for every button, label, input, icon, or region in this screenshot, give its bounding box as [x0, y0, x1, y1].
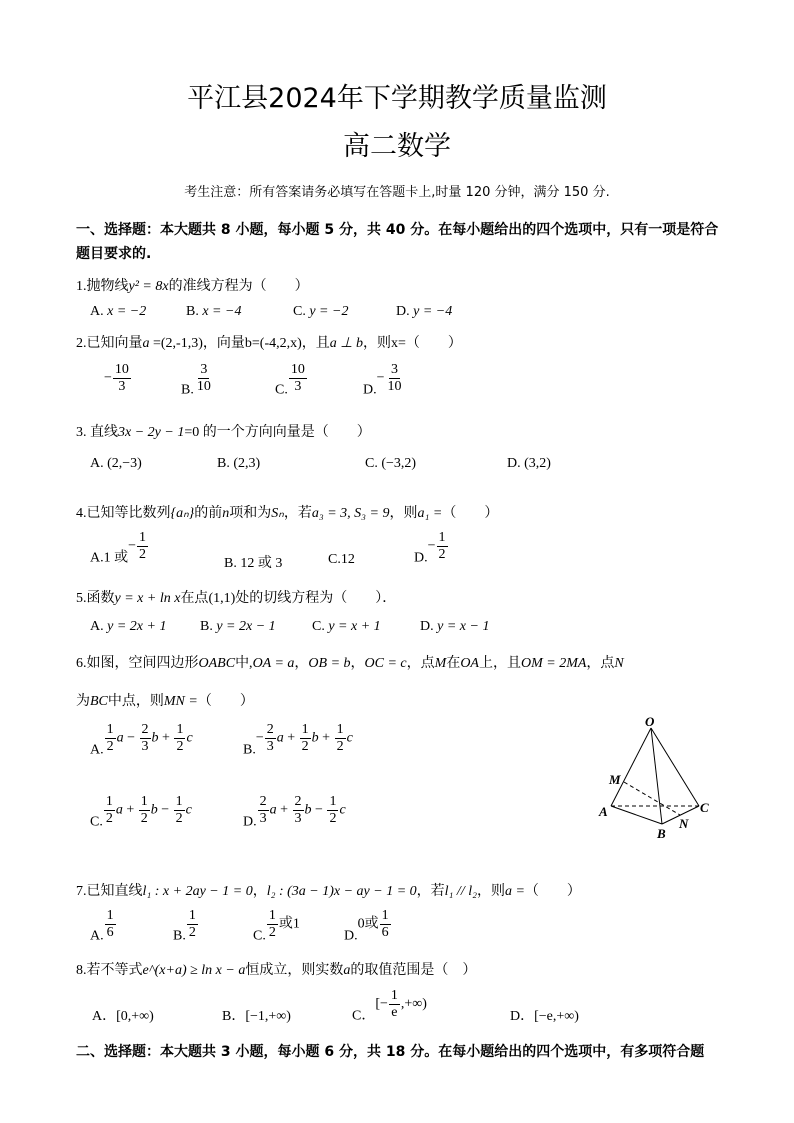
label-C: C — [700, 800, 709, 815]
question-1 — [76, 275, 309, 295]
question-4: 4.已知等比数列{aₙ}的前n项和为Sₙ，若a₃ = 3, S₃ = 9，则a₁ =（ ） — [76, 506, 499, 521]
q2-option-d: D.− $\frac{3}{10}$ — [363, 362, 402, 398]
q1-prefix: 1.抛物线 — [76, 279, 129, 294]
question-7: 7.已知直线l₁ : x + 2ay − 1 = 0，l₂ : (3a − 1)x − ay − 1 = 0，若l₁ // l₂，则a =（ ） — [76, 884, 581, 899]
segment-MN — [624, 782, 680, 815]
question-6-line1: 6.如图，空间四边形OABC中,OA = a，OB = b，OC = c，点M在OA上，且OM = 2MA，点N — [76, 656, 624, 671]
label-M: M — [609, 772, 621, 787]
q6-option-c: C. $\frac{1}{2}$ a + $\frac{1}{2}$ b − $\frac{1}{2}$ c — [90, 794, 192, 830]
q5-option-a: A. y = 2x + 1 — [90, 619, 167, 634]
q8-option-a: A．[0,+∞) — [92, 1009, 154, 1024]
q6-option-a: A. $\frac{1}{2}$ a − $\frac{2}{3}$ b + $\frac{1}{2}$ c — [90, 722, 193, 758]
exam-subtitle: 高二数学 — [343, 131, 451, 162]
q3-option-d: D. (3,2) — [507, 456, 551, 471]
q7-option-d: D.0或 $\frac{1}{6}$ — [344, 908, 389, 944]
q5-option-d: D. y = x − 1 — [420, 619, 490, 634]
question-2: 2.已知向量a =(2,-1,3)，向量b=(-4,2,x)，且a ⊥ b，则x=（ ） — [76, 336, 462, 351]
exam-title: 平江县2024年下学期教学质量监测 — [187, 83, 607, 114]
question-3: 3. 直线3x − 2y − 1=0 的一个方向向量是（ ） — [76, 425, 371, 440]
q6-option-b: B.− $\frac{2}{3}$ a + $\frac{1}{2}$ b + $\frac{1}{2}$ c — [243, 722, 353, 758]
edge-AB — [611, 806, 662, 824]
q8-option-b: B．[−1,+∞) — [222, 1009, 291, 1024]
q1-option-c: C. y = −2 — [293, 304, 349, 319]
q3-option-b: B. (2,3) — [217, 456, 261, 471]
q8-option-d: D．[−e,+∞) — [510, 1009, 579, 1024]
label-B: B — [657, 826, 666, 841]
q1-suffix: 的准线方程为（ ） — [168, 279, 309, 294]
q4-option-d: D.− $\frac{1}{2}$ — [414, 530, 446, 566]
question-6-line2: 为BC中点，则MN =（ ） — [76, 694, 254, 709]
label-O: O — [645, 714, 655, 729]
question-5: 5.函数y = x + ln x在点(1,1)处的切线方程为（ ）． — [76, 591, 397, 606]
q1-option-a: A. x = −2 — [90, 304, 147, 319]
q1-expr: y² = 8x — [128, 279, 169, 294]
q3-option-a: A. (2,−3) — [90, 456, 142, 471]
label-A: A — [599, 804, 608, 819]
q1-option-b: B. x = −4 — [186, 304, 242, 319]
q7-option-a: A. $\frac{1}{6}$ — [90, 908, 114, 944]
section1-heading: 一、选择题：本大题共 8 小题，每小题 5 分，共 40 分。在每小题给出的四个选项中，只有一项是符合题目要求的. — [76, 222, 719, 262]
q1-option-d: D. y = −4 — [396, 304, 453, 319]
q6-option-d: D. $\frac{2}{3}$ a + $\frac{2}{3}$ b − $\frac{1}{2}$ c — [243, 794, 346, 830]
q5-option-b: B. y = 2x − 1 — [200, 619, 276, 634]
q7-option-c: C. $\frac{1}{2}$ 或1 — [253, 908, 300, 944]
q7-option-b: B. $\frac{1}{2}$ — [173, 908, 196, 944]
exam-notice: 考生注意：所有答案请务必填写在答题卡上,时量 120 分钟，满分 150 分. — [184, 185, 610, 200]
q4-option-c: C.12 — [328, 552, 355, 567]
q2-option-b: B. $\frac{3}{10}$ — [181, 362, 211, 398]
q4-option-b: B. 12 或 3 — [224, 556, 283, 571]
question-8: 8.若不等式e^(x+a) ≥ ln x − a恒成立，则实数a的取值范围是（ ） — [76, 963, 477, 978]
q3-option-c: C. (−3,2) — [365, 456, 417, 471]
q5-option-c: C. y = x + 1 — [312, 619, 381, 634]
q2-option-a: − $\frac{10}{3}$ — [104, 362, 129, 394]
q4-option-a: A.1 或− $\frac{1}{2}$ — [90, 530, 147, 566]
tetrahedron-figure — [595, 712, 720, 842]
q2-option-c: C. $\frac{10}{3}$ — [275, 362, 305, 398]
section2-heading: 二、选择题：本大题共 3 小题，每小题 6 分，共 18 分。在每小题给出的四个选项中，有多项符合题 — [76, 1044, 705, 1060]
q8-option-c: C．[− $\frac{1}{e}$ ,+∞) — [352, 988, 427, 1024]
label-N: N — [679, 816, 689, 831]
